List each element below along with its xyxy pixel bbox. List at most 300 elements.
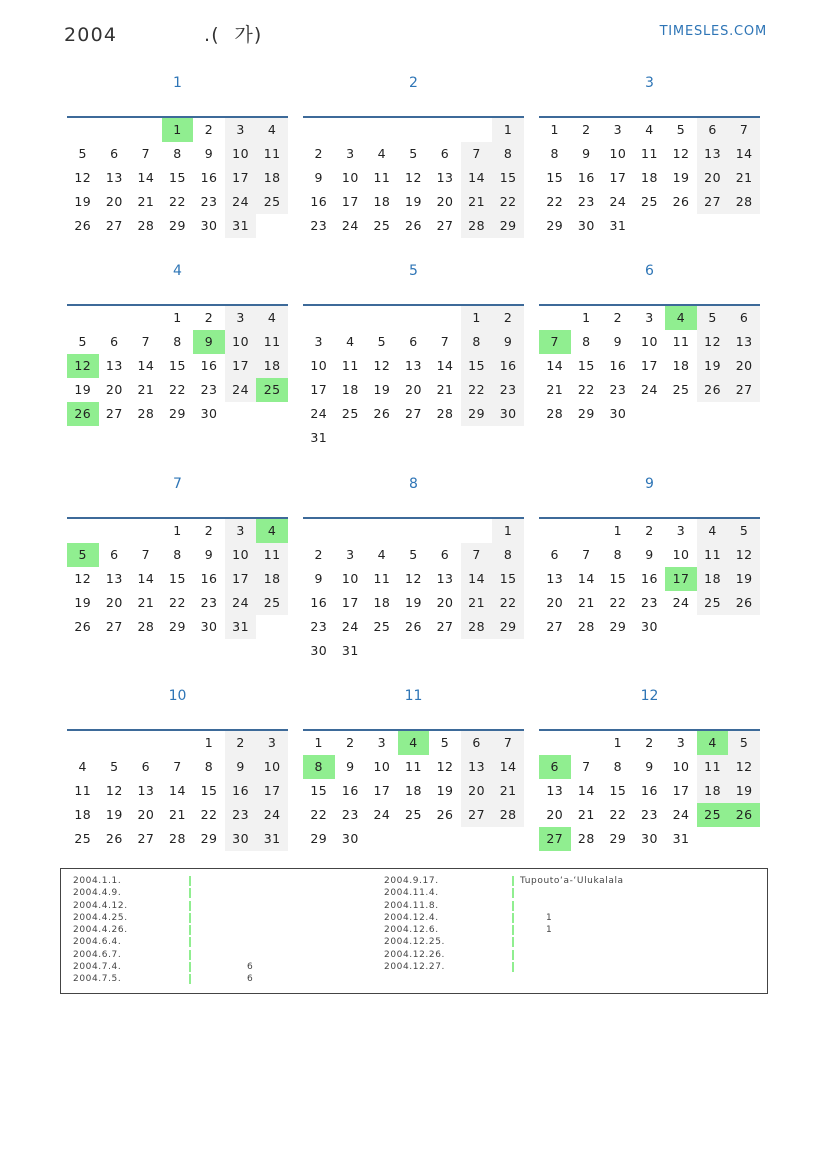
legend-holiday-marker <box>189 950 191 960</box>
day-cell: 18 <box>341 382 359 397</box>
month-block <box>303 256 524 450</box>
day-cell: 9 <box>492 330 524 354</box>
day-cell: 17 <box>225 567 257 591</box>
day-cell: 9 <box>645 547 654 562</box>
empty-day-cell <box>303 519 335 543</box>
legend-holiday-marker <box>512 925 514 935</box>
day-cell: 25 <box>405 807 422 822</box>
day-cell: 30 <box>492 402 524 426</box>
day-cell: 7 <box>461 543 493 567</box>
site-link[interactable]: TIMESLES.COM <box>659 24 767 39</box>
day-cell: 1 <box>550 122 559 137</box>
day-cell: 21 <box>577 595 595 610</box>
day-cell: 8 <box>613 759 623 774</box>
day-cell: 26 <box>405 619 422 634</box>
day-cell: 27 <box>436 619 454 634</box>
holiday-legend <box>60 868 768 994</box>
legend-date: 2004.4.9. <box>73 888 122 899</box>
day-cell: 13 <box>697 142 729 166</box>
day-cell: 18 <box>256 166 288 190</box>
day-cell: 5 <box>409 547 418 562</box>
day-cell: 6 <box>550 547 559 562</box>
day-cell: 31 <box>341 643 359 658</box>
empty-day-cell <box>539 306 571 330</box>
day-cell: 5 <box>440 735 450 750</box>
day-cell: 1 <box>613 735 623 750</box>
day-cell: 6 <box>728 306 760 330</box>
day-cell: 30 <box>200 619 218 634</box>
day-cell: 4 <box>697 519 729 543</box>
holiday-day-cell: 4 <box>256 519 288 543</box>
legend-date: 2004.12.4. <box>384 912 439 923</box>
day-cell: 19 <box>74 382 92 397</box>
day-cell: 5 <box>110 759 119 774</box>
legend-row <box>73 900 373 912</box>
legend-date: 2004.4.12. <box>73 900 128 911</box>
legend-date: 2004.4.26. <box>73 925 128 936</box>
day-cell: 19 <box>74 194 92 209</box>
day-cell: 30 <box>641 619 658 634</box>
day-cell: 3 <box>225 519 257 543</box>
day-cell: 14 <box>728 142 760 166</box>
day-cell: 22 <box>169 595 186 610</box>
day-cell: 8 <box>173 547 182 562</box>
day-cell: 21 <box>461 591 493 615</box>
day-cell: 29 <box>169 619 186 634</box>
day-cell: 27 <box>546 619 564 634</box>
month-block <box>67 68 288 238</box>
legend-date: 2004.6.7. <box>73 949 122 960</box>
day-cell: 11 <box>697 755 729 779</box>
month-days-grid <box>67 731 288 851</box>
day-cell: 17 <box>225 354 257 378</box>
day-cell: 22 <box>169 194 186 209</box>
day-cell: 28 <box>436 406 454 421</box>
day-cell: 8 <box>461 330 493 354</box>
day-cell: 17 <box>672 783 690 798</box>
month-title: 4 <box>173 263 182 279</box>
day-cell: 13 <box>728 330 760 354</box>
day-cell: 3 <box>314 334 323 349</box>
day-cell: 12 <box>74 170 92 185</box>
day-cell: 4 <box>78 759 87 774</box>
legend-row <box>384 900 754 912</box>
day-cell: 20 <box>436 194 454 209</box>
day-cell: 12 <box>74 571 92 586</box>
day-cell: 9 <box>225 755 257 779</box>
day-cell: 6 <box>461 731 493 755</box>
day-cell: 30 <box>310 643 328 658</box>
holiday-day-cell: 4 <box>665 306 697 330</box>
day-cell: 20 <box>105 194 123 209</box>
day-cell: 29 <box>609 831 627 846</box>
legend-holiday-marker <box>512 876 514 886</box>
day-cell: 18 <box>672 358 690 373</box>
legend-holiday-marker <box>189 888 191 898</box>
month-days-grid <box>539 306 760 426</box>
day-cell: 29 <box>461 402 493 426</box>
day-cell: 13 <box>436 571 454 586</box>
empty-day-cell <box>461 519 493 543</box>
month-title: 8 <box>409 476 418 492</box>
legend-row <box>73 887 373 899</box>
holiday-day-cell: 4 <box>697 731 729 755</box>
day-cell: 5 <box>78 146 87 161</box>
month-block <box>67 256 288 426</box>
day-cell: 14 <box>546 358 564 373</box>
day-cell: 19 <box>373 382 391 397</box>
day-cell: 21 <box>137 194 155 209</box>
day-cell: 23 <box>200 595 218 610</box>
day-cell: 25 <box>697 591 729 615</box>
day-cell: 23 <box>609 382 627 397</box>
day-cell: 18 <box>405 783 422 798</box>
day-cell: 31 <box>310 430 328 445</box>
day-cell: 21 <box>492 779 524 803</box>
day-cell: 8 <box>550 146 559 161</box>
day-cell: 28 <box>137 406 155 421</box>
legend-row <box>384 961 754 973</box>
day-cell: 14 <box>492 755 524 779</box>
day-cell: 9 <box>582 146 591 161</box>
month-title: 3 <box>645 75 654 91</box>
day-cell: 15 <box>577 358 595 373</box>
day-cell: 19 <box>728 779 760 803</box>
day-cell: 17 <box>641 358 658 373</box>
day-cell: 19 <box>728 567 760 591</box>
day-cell: 22 <box>169 382 186 397</box>
day-cell: 12 <box>405 571 422 586</box>
day-cell: 23 <box>225 803 257 827</box>
day-cell: 23 <box>310 218 328 233</box>
day-cell: 14 <box>436 358 454 373</box>
day-cell: 7 <box>582 547 591 562</box>
day-cell: 29 <box>200 831 218 846</box>
day-cell: 6 <box>141 759 151 774</box>
day-cell: 11 <box>256 142 288 166</box>
legend-row <box>73 912 373 924</box>
day-cell: 20 <box>461 779 493 803</box>
day-cell: 25 <box>256 591 288 615</box>
day-cell: 1 <box>204 735 214 750</box>
day-cell: 9 <box>613 334 623 349</box>
day-cell: 2 <box>582 122 591 137</box>
day-cell: 8 <box>582 334 591 349</box>
day-cell: 15 <box>492 567 524 591</box>
day-cell: 24 <box>672 595 690 610</box>
legend-row <box>384 936 754 948</box>
holiday-day-cell: 25 <box>697 803 729 827</box>
day-cell: 1 <box>492 118 524 142</box>
day-cell: 22 <box>609 595 627 610</box>
day-cell: 12 <box>405 170 422 185</box>
day-cell: 15 <box>461 354 493 378</box>
day-cell: 17 <box>341 595 359 610</box>
holiday-day-cell: 26 <box>728 803 760 827</box>
day-cell: 31 <box>609 218 627 233</box>
day-cell: 27 <box>461 803 493 827</box>
day-cell: 7 <box>582 759 591 774</box>
day-cell: 28 <box>169 831 186 846</box>
day-cell: 19 <box>405 595 422 610</box>
legend-holiday-marker <box>512 901 514 911</box>
day-cell: 31 <box>225 615 257 639</box>
day-cell: 30 <box>577 218 595 233</box>
day-cell: 12 <box>672 146 690 161</box>
month-block <box>67 681 288 851</box>
day-cell: 5 <box>78 334 87 349</box>
holiday-day-cell: 8 <box>303 755 335 779</box>
legend-row <box>73 961 373 973</box>
day-cell: 19 <box>405 194 422 209</box>
empty-day-cell <box>303 118 335 142</box>
day-cell: 11 <box>373 571 391 586</box>
empty-day-cell <box>429 306 461 330</box>
empty-day-cell <box>398 519 430 543</box>
day-cell: 4 <box>346 334 355 349</box>
day-cell: 20 <box>105 382 123 397</box>
month-block <box>539 68 760 238</box>
day-cell: 27 <box>436 218 454 233</box>
day-cell: 24 <box>225 378 257 402</box>
day-cell: 13 <box>105 571 123 586</box>
month-block <box>303 68 524 238</box>
legend-note: 6 <box>247 962 254 973</box>
day-cell: 25 <box>74 831 92 846</box>
day-cell: 23 <box>641 807 658 822</box>
day-cell: 3 <box>225 118 257 142</box>
day-cell: 1 <box>173 310 182 325</box>
day-cell: 10 <box>225 330 257 354</box>
day-cell: 18 <box>697 779 729 803</box>
day-cell: 13 <box>461 755 493 779</box>
day-cell: 15 <box>169 358 186 373</box>
day-cell: 29 <box>492 214 524 238</box>
day-cell: 1 <box>461 306 493 330</box>
day-cell: 4 <box>256 306 288 330</box>
day-cell: 20 <box>137 807 155 822</box>
day-cell: 7 <box>141 334 151 349</box>
day-cell: 25 <box>672 382 690 397</box>
day-cell: 11 <box>74 783 92 798</box>
day-cell: 2 <box>492 306 524 330</box>
day-cell: 23 <box>310 619 328 634</box>
empty-day-cell <box>99 731 131 755</box>
day-cell: 11 <box>341 358 359 373</box>
day-cell: 17 <box>225 166 257 190</box>
day-cell: 11 <box>405 759 422 774</box>
day-cell: 1 <box>582 310 591 325</box>
day-cell: 10 <box>672 759 690 774</box>
day-cell: 28 <box>137 619 155 634</box>
day-cell: 22 <box>492 591 524 615</box>
day-cell: 31 <box>225 214 257 238</box>
holiday-day-cell: 5 <box>67 543 99 567</box>
day-cell: 16 <box>200 170 218 185</box>
day-cell: 4 <box>256 118 288 142</box>
legend-date: 2004.11.8. <box>384 900 439 911</box>
day-cell: 14 <box>137 170 155 185</box>
day-cell: 7 <box>141 547 151 562</box>
month-title: 5 <box>409 263 418 279</box>
day-cell: 19 <box>672 170 690 185</box>
day-cell: 10 <box>256 755 288 779</box>
day-cell: 20 <box>405 382 422 397</box>
day-cell: 10 <box>373 759 391 774</box>
day-cell: 20 <box>105 595 123 610</box>
empty-day-cell <box>99 306 131 330</box>
day-cell: 16 <box>341 783 359 798</box>
day-cell: 6 <box>110 146 119 161</box>
empty-day-cell <box>130 519 162 543</box>
day-cell: 20 <box>546 807 564 822</box>
day-cell: 20 <box>436 595 454 610</box>
day-cell: 3 <box>256 731 288 755</box>
day-cell: 11 <box>373 170 391 185</box>
day-cell: 22 <box>461 378 493 402</box>
day-cell: 25 <box>256 190 288 214</box>
day-cell: 19 <box>697 354 729 378</box>
day-cell: 27 <box>105 619 123 634</box>
day-cell: 17 <box>341 194 359 209</box>
empty-day-cell <box>539 519 571 543</box>
day-cell: 28 <box>492 803 524 827</box>
day-cell: 28 <box>577 831 595 846</box>
day-cell: 7 <box>728 118 760 142</box>
day-cell: 2 <box>346 735 355 750</box>
day-cell: 5 <box>377 334 387 349</box>
day-cell: 6 <box>110 547 119 562</box>
legend-holiday-marker <box>189 876 191 886</box>
month-days-grid <box>67 519 288 639</box>
day-cell: 2 <box>645 523 654 538</box>
empty-day-cell <box>130 306 162 330</box>
day-cell: 10 <box>225 142 257 166</box>
day-cell: 30 <box>341 831 359 846</box>
legend-column-right <box>384 875 754 973</box>
legend-holiday-marker <box>512 937 514 947</box>
legend-holiday-marker <box>512 913 514 923</box>
empty-day-cell <box>335 519 367 543</box>
legend-row <box>384 949 754 961</box>
month-days-grid <box>539 519 760 639</box>
empty-day-cell <box>571 731 603 755</box>
legend-row <box>73 875 373 887</box>
day-cell: 8 <box>173 334 182 349</box>
day-cell: 24 <box>373 807 391 822</box>
legend-row <box>384 912 754 924</box>
day-cell: 25 <box>373 218 391 233</box>
legend-date: 2004.12.26. <box>384 949 445 960</box>
day-cell: 28 <box>728 190 760 214</box>
day-cell: 27 <box>728 378 760 402</box>
day-cell: 3 <box>346 146 355 161</box>
day-cell: 28 <box>461 615 493 639</box>
day-cell: 26 <box>672 194 690 209</box>
day-cell: 22 <box>310 807 328 822</box>
legend-note: Tupoutoʻa-ʻUlukalala <box>520 876 624 886</box>
day-cell: 12 <box>697 330 729 354</box>
month-days-grid <box>303 519 524 663</box>
day-cell: 18 <box>373 595 391 610</box>
day-cell: 4 <box>377 547 387 562</box>
legend-date: 2004.12.27. <box>384 962 445 973</box>
day-cell: 29 <box>310 831 328 846</box>
day-cell: 26 <box>74 218 92 233</box>
day-cell: 5 <box>676 122 686 137</box>
day-cell: 2 <box>204 310 214 325</box>
day-cell: 24 <box>310 406 328 421</box>
holiday-day-cell: 4 <box>398 731 430 755</box>
holiday-day-cell: 1 <box>162 118 194 142</box>
legend-holiday-marker <box>189 925 191 935</box>
holiday-day-cell: 25 <box>256 378 288 402</box>
legend-holiday-marker <box>512 962 514 972</box>
legend-holiday-marker <box>189 901 191 911</box>
day-cell: 13 <box>105 358 123 373</box>
empty-day-cell <box>366 118 398 142</box>
day-cell: 7 <box>492 731 524 755</box>
day-cell: 18 <box>641 170 658 185</box>
day-cell: 26 <box>728 591 760 615</box>
day-cell: 31 <box>672 831 690 846</box>
day-cell: 22 <box>546 194 564 209</box>
day-cell: 13 <box>436 170 454 185</box>
day-cell: 22 <box>609 807 627 822</box>
legend-holiday-marker <box>512 950 514 960</box>
empty-day-cell <box>398 118 430 142</box>
month-title: 12 <box>640 688 659 704</box>
day-cell: 23 <box>577 194 595 209</box>
day-cell: 16 <box>225 779 257 803</box>
empty-day-cell <box>335 306 367 330</box>
empty-day-cell <box>67 118 99 142</box>
day-cell: 16 <box>641 783 658 798</box>
day-cell: 21 <box>137 382 155 397</box>
legend-date: 2004.12.25. <box>384 937 445 948</box>
legend-holiday-marker <box>189 962 191 972</box>
day-cell: 24 <box>341 218 359 233</box>
day-cell: 30 <box>200 406 218 421</box>
day-cell: 8 <box>492 543 524 567</box>
month-title: 9 <box>645 476 654 492</box>
month-title: 2 <box>409 75 418 91</box>
day-cell: 11 <box>256 543 288 567</box>
day-cell: 16 <box>492 354 524 378</box>
day-cell: 15 <box>609 783 627 798</box>
day-cell: 12 <box>728 755 760 779</box>
day-cell: 11 <box>256 330 288 354</box>
day-cell: 23 <box>200 382 218 397</box>
day-cell: 25 <box>341 406 359 421</box>
day-cell: 13 <box>137 783 155 798</box>
holiday-day-cell: 6 <box>539 755 571 779</box>
day-cell: 8 <box>613 547 623 562</box>
legend-row <box>384 887 754 899</box>
empty-day-cell <box>539 731 571 755</box>
empty-day-cell <box>67 731 99 755</box>
day-cell: 1 <box>173 523 182 538</box>
empty-day-cell <box>130 731 162 755</box>
day-cell: 29 <box>609 619 627 634</box>
day-cell: 23 <box>492 378 524 402</box>
day-cell: 13 <box>546 783 564 798</box>
month-block <box>303 681 524 851</box>
legend-row <box>73 936 373 948</box>
day-cell: 28 <box>461 214 493 238</box>
day-cell: 28 <box>577 619 595 634</box>
month-days-grid <box>67 118 288 238</box>
